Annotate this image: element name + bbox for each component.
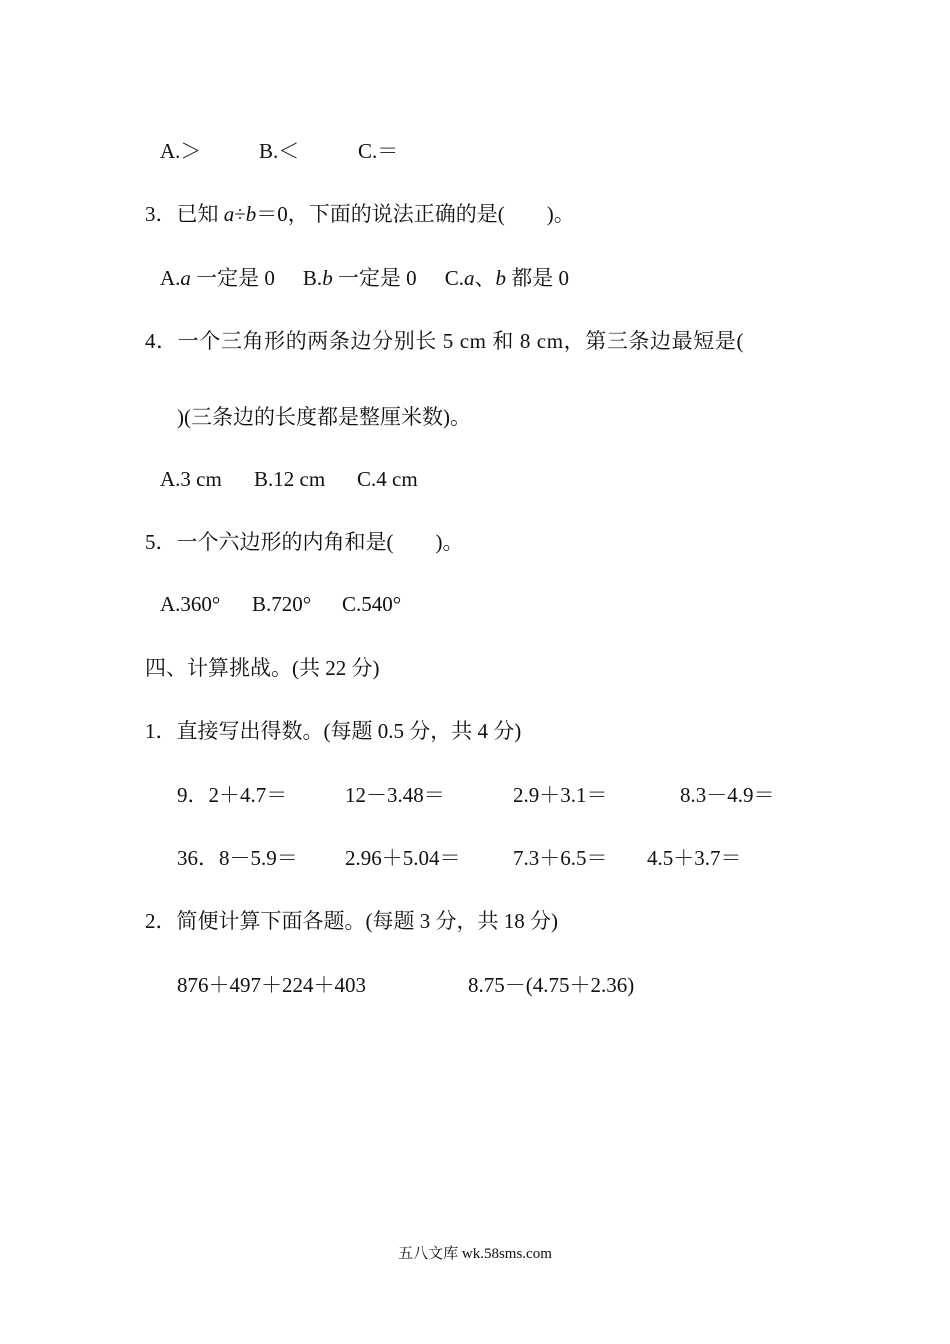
simplify-item-1: 876＋497＋224＋403 xyxy=(177,973,366,997)
q3-opt-c-pre: C. xyxy=(444,266,464,290)
q3-opt-c-var1: a xyxy=(463,266,475,290)
q3-stem-post: ＝0，下面的说法正确的是( )。 xyxy=(256,202,575,226)
q3-stem-pre: 3．已知 xyxy=(145,202,224,226)
q3-options xyxy=(160,268,569,289)
q5-option-b: B.720° xyxy=(252,592,312,616)
q3-option-a xyxy=(160,266,275,290)
q4-stem-line1: 4．一个三角形的两条边分别长 5 cm 和 8 cm，第三条边最短是( xyxy=(145,329,745,353)
calc-item-4: 8.3－4.9＝ xyxy=(680,783,775,807)
simplify-item-2: 8.75－(4.75＋2.36) xyxy=(468,973,635,997)
q2-option-a: A.＞ xyxy=(160,139,202,163)
q3-div-sign: ÷ xyxy=(234,202,246,226)
q3-opt-b-post: 一定是 0 xyxy=(332,266,417,290)
section4-title: 四、计算挑战。(共 22 分) xyxy=(145,656,380,680)
q3-option-b xyxy=(303,266,417,290)
footer-watermark: 五八文库 wk.58sms.com xyxy=(398,1246,552,1262)
q3-opt-a-pre: A. xyxy=(160,266,181,290)
calc-item-3: 2.9＋3.1＝ xyxy=(513,783,608,807)
q2-option-b: B.＜ xyxy=(259,139,300,163)
q3-opt-a-post: 一定是 0 xyxy=(190,266,275,290)
q3-var-b: b xyxy=(245,202,257,226)
q5-option-a: A.360° xyxy=(160,592,221,616)
calc-item-2: 12－3.48＝ xyxy=(345,783,445,807)
q3-option-c xyxy=(445,266,569,290)
q4-option-b: B.12 cm xyxy=(254,467,326,491)
q3-opt-b-var: b xyxy=(322,266,333,290)
q3-opt-c-sep: 、 xyxy=(474,266,496,290)
section4-part1-title: 1．直接写出得数。(每题 0.5 分，共 4 分) xyxy=(145,719,522,743)
q4-option-a: A.3 cm xyxy=(160,467,222,491)
q2-option-c: C.＝ xyxy=(358,139,399,163)
section4-part2-title: 2．简便计算下面各题。(每题 3 分，共 18 分) xyxy=(145,909,558,933)
q3-stem xyxy=(145,204,575,225)
q5-stem: 5．一个六边形的内角和是( )。 xyxy=(145,530,464,554)
calc-item-5: 36．8－5.9＝ xyxy=(177,846,298,870)
calc-item-1: 9．2＋4.7＝ xyxy=(177,783,288,807)
calc-item-6: 2.96＋5.04＝ xyxy=(345,846,461,870)
q4-option-c: C.4 cm xyxy=(357,467,418,491)
calc-item-7: 7.3＋6.5＝ xyxy=(513,846,608,870)
q4-stem-line2: )(三条边的长度都是整厘米数)。 xyxy=(177,405,471,429)
q3-opt-c-post: 都是 0 xyxy=(505,266,569,290)
q5-option-c: C.540° xyxy=(342,592,402,616)
q3-opt-c-var2: b xyxy=(495,266,506,290)
q3-opt-b-pre: B. xyxy=(302,266,323,290)
calc-item-8: 4.5＋3.7＝ xyxy=(647,846,742,870)
q3-var-a: a xyxy=(223,202,235,226)
q3-opt-a-var: a xyxy=(180,266,191,290)
